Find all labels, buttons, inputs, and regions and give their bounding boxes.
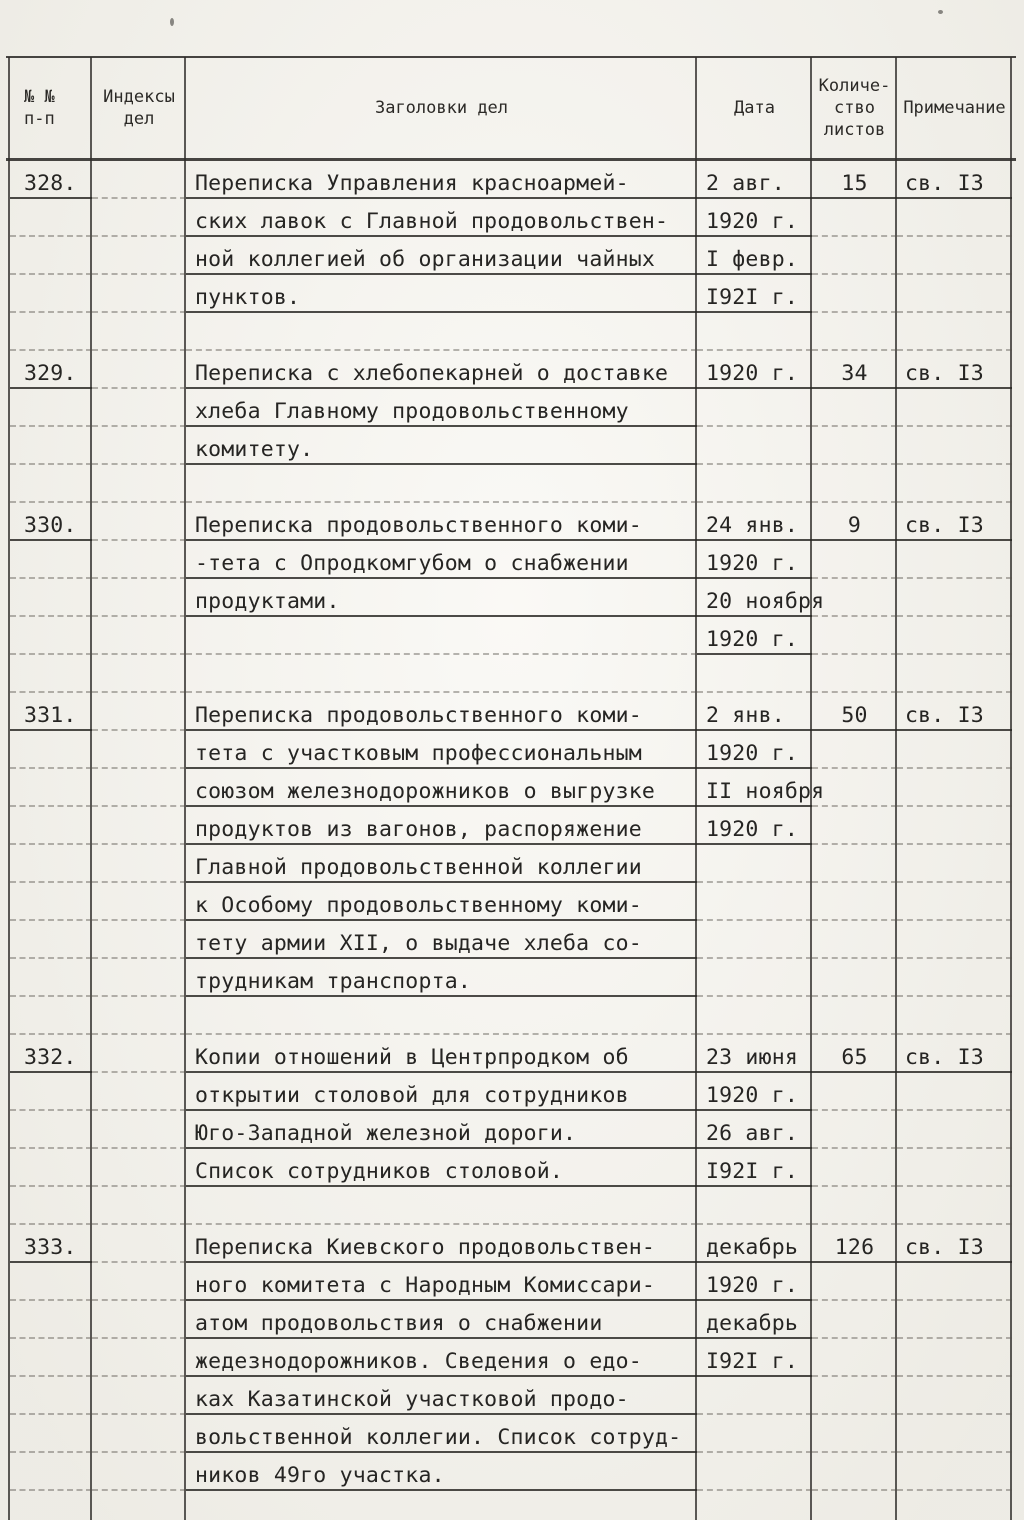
cell-entry-number: 332. [10,1035,92,1073]
cell-sheet-count: 9 [812,503,897,541]
cell-entry-number [10,845,92,883]
cell-sheet-count [812,1339,897,1377]
cell-title: вольственной коллегии. Список сотруд- [186,1415,697,1453]
cell-note: св. I3 [897,693,1012,731]
cell-date [697,1415,812,1453]
cell-sheet-count [812,1187,897,1225]
table-row [10,465,1012,503]
cell-sheet-count [812,1301,897,1339]
table-row [10,351,1012,389]
cell-title: хлеба Главному продовольственному [186,389,697,427]
cell-note [897,1187,1012,1225]
cell-entry-number [10,997,92,1035]
cell-date: I92I г. [697,275,812,313]
cell-note [897,769,1012,807]
table-row [10,1187,1012,1225]
cell-index [92,465,186,503]
cell-entry-number [10,427,92,465]
cell-date [697,921,812,959]
header-index-line1: Индексы [103,86,175,107]
cell-note [897,465,1012,503]
header-entry-number [10,58,92,158]
cell-entry-number [10,883,92,921]
cell-title: Юго-Западной железной дороги. [186,1111,697,1149]
header-date [697,58,812,158]
table-row [10,731,1012,769]
cell-note [897,275,1012,313]
header-index-line2: дел [123,109,155,129]
cell-note [897,427,1012,465]
cell-entry-number [10,1187,92,1225]
cell-sheet-count [812,579,897,617]
cell-sheet-count [812,389,897,427]
header-sheet-count [812,58,897,158]
table-row [10,427,1012,465]
table-row [10,921,1012,959]
table-row [10,769,1012,807]
header-title-label: Заголовки дел [374,97,509,118]
cell-date: I92I г. [697,1339,812,1377]
cell-title [186,313,697,351]
cell-sheet-count [812,199,897,237]
cell-sheet-count [812,1453,897,1491]
cell-entry-number: 331. [10,693,92,731]
cell-date [697,1187,812,1225]
cell-title [186,465,697,503]
cell-note [897,1301,1012,1339]
cell-date: 1920 г. [697,199,812,237]
scan-speck [170,18,174,26]
cell-title: жедезнодорожников. Сведения о едо- [186,1339,697,1377]
cell-title [186,655,697,693]
cell-sheet-count [812,731,897,769]
cell-date [697,389,812,427]
cell-note [897,1073,1012,1111]
cell-note [897,1111,1012,1149]
cell-title: ских лавок с Главной продовольствен- [186,199,697,237]
cell-entry-number [10,199,92,237]
cell-note: св. I3 [897,503,1012,541]
cell-note [897,845,1012,883]
table-row [10,1339,1012,1377]
cell-sheet-count [812,769,897,807]
cell-entry-number [10,655,92,693]
cell-entry-number: 330. [10,503,92,541]
table-row [10,1415,1012,1453]
table-body [10,161,1012,1491]
cell-note [897,997,1012,1035]
cell-sheet-count [812,921,897,959]
cell-note [897,959,1012,997]
cell-entry-number [10,541,92,579]
table-row [10,1073,1012,1111]
cell-index [92,1187,186,1225]
cell-note [897,617,1012,655]
cell-note [897,921,1012,959]
cell-title: продуктов из вагонов, распоряжение [186,807,697,845]
cell-title: ках Казатинской участковой продо- [186,1377,697,1415]
header-note-label: Примечание [903,97,1006,118]
cell-sheet-count [812,655,897,693]
cell-date: декабрь [697,1301,812,1339]
cell-title: трудникам транспорта. [186,959,697,997]
cell-title: союзом железнодорожников о выгрузке [186,769,697,807]
table-row [10,1301,1012,1339]
table-row [10,237,1012,275]
cell-title: Главной продовольственной коллегии [186,845,697,883]
cell-title: Переписка Управления красноармей- [186,161,697,199]
cell-date [697,313,812,351]
table-row [10,1263,1012,1301]
header-date-label: Дата [734,97,775,118]
cell-date: 1920 г. [697,1263,812,1301]
cell-date [697,427,812,465]
table-row [10,959,1012,997]
table-row [10,161,1012,199]
cell-sheet-count [812,465,897,503]
cell-date: 1920 г. [697,731,812,769]
cell-entry-number [10,731,92,769]
cell-index [92,769,186,807]
cell-sheet-count: 15 [812,161,897,199]
cell-sheet-count [812,807,897,845]
cell-title: комитету. [186,427,697,465]
cell-index [92,731,186,769]
cell-note [897,655,1012,693]
cell-title: Переписка продовольственного коми- [186,693,697,731]
cell-date: 1920 г. [697,807,812,845]
cell-index [92,845,186,883]
cell-index [92,959,186,997]
cell-index [92,1301,186,1339]
cell-entry-number [10,959,92,997]
cell-sheet-count [812,997,897,1035]
cell-title: тету армии XII, о выдаче хлеба со- [186,921,697,959]
cell-sheet-count [812,1377,897,1415]
table-row [10,1377,1012,1415]
cell-entry-number: 328. [10,161,92,199]
cell-entry-number [10,921,92,959]
cell-sheet-count [812,275,897,313]
cell-note [897,313,1012,351]
cell-note [897,1453,1012,1491]
cell-note [897,1415,1012,1453]
cell-title: Переписка с хлебопекарней о доставке [186,351,697,389]
cell-title: открытии столовой для сотрудников [186,1073,697,1111]
table-row [10,693,1012,731]
header-entry-number-line2: п-п [24,109,55,129]
cell-note [897,731,1012,769]
cell-date [697,883,812,921]
cell-note [897,389,1012,427]
cell-sheet-count [812,541,897,579]
cell-title: Копии отношений в Центрпродком об [186,1035,697,1073]
cell-entry-number [10,1377,92,1415]
cell-title [186,617,697,655]
cell-index [92,1415,186,1453]
cell-sheet-count [812,883,897,921]
cell-sheet-count [812,427,897,465]
cell-entry-number [10,1301,92,1339]
table-row [10,541,1012,579]
cell-date: 1920 г. [697,541,812,579]
cell-index [92,1377,186,1415]
cell-title: Список сотрудников столовой. [186,1149,697,1187]
cell-sheet-count [812,617,897,655]
cell-index [92,579,186,617]
cell-sheet-count [812,1149,897,1187]
table-row [10,845,1012,883]
cell-index [92,921,186,959]
cell-title: пунктов. [186,275,697,313]
header-title [186,58,697,158]
cell-index [92,693,186,731]
cell-entry-number [10,1073,92,1111]
cell-date [697,1453,812,1491]
scan-speck [938,10,943,14]
cell-date [697,959,812,997]
cell-index [92,1111,186,1149]
cell-entry-number [10,579,92,617]
table-header [10,58,1012,158]
cell-note [897,807,1012,845]
cell-title [186,1187,697,1225]
cell-sheet-count [812,1263,897,1301]
cell-date: II ноября [697,769,812,807]
table-row [10,1453,1012,1491]
cell-date: 2 авг. [697,161,812,199]
cell-index [92,427,186,465]
cell-note [897,883,1012,921]
cell-date: 26 авг. [697,1111,812,1149]
cell-entry-number [10,389,92,427]
cell-note [897,1263,1012,1301]
header-note [897,58,1012,158]
cell-date: I92I г. [697,1149,812,1187]
table-row [10,1149,1012,1187]
table-row [10,275,1012,313]
cell-entry-number [10,465,92,503]
cell-date: 1920 г. [697,1073,812,1111]
cell-index [92,997,186,1035]
cell-entry-number [10,313,92,351]
cell-entry-number [10,769,92,807]
cell-entry-number [10,1339,92,1377]
cell-entry-number [10,1111,92,1149]
cell-date: 2 янв. [697,693,812,731]
table-row [10,503,1012,541]
table-row [10,1035,1012,1073]
cell-date [697,465,812,503]
cell-date: 1920 г. [697,617,812,655]
cell-date: I февр. [697,237,812,275]
table-row [10,313,1012,351]
cell-sheet-count: 65 [812,1035,897,1073]
table-row [10,883,1012,921]
table-row [10,579,1012,617]
cell-date: 20 ноября [697,579,812,617]
cell-index [92,1035,186,1073]
table-row [10,1225,1012,1263]
cell-title: ников 49го участка. [186,1453,697,1491]
cell-index [92,1149,186,1187]
cell-title: -тета с Опродкомгубом о снабжении [186,541,697,579]
cell-index [92,807,186,845]
cell-index [92,541,186,579]
cell-index [92,1453,186,1491]
cell-title: ной коллегией об организации чайных [186,237,697,275]
cell-note: св. I3 [897,161,1012,199]
table-row [10,655,1012,693]
cell-note [897,237,1012,275]
cell-title: Переписка продовольственного коми- [186,503,697,541]
table-row [10,199,1012,237]
cell-sheet-count [812,313,897,351]
header-index [92,58,186,158]
cell-sheet-count [812,1415,897,1453]
cell-title: к Особому продовольственному коми- [186,883,697,921]
cell-index [92,1225,186,1263]
cell-index [92,617,186,655]
cell-date: 1920 г. [697,351,812,389]
header-sheet-count-line2: ство [834,97,875,118]
table-row [10,1111,1012,1149]
cell-date: 23 июня [697,1035,812,1073]
cell-entry-number: 333. [10,1225,92,1263]
cell-date [697,1377,812,1415]
cell-index [92,1073,186,1111]
cell-date [697,845,812,883]
cell-note: св. I3 [897,1035,1012,1073]
cell-index [92,199,186,237]
cell-title [186,997,697,1035]
cell-index [92,313,186,351]
cell-index [92,503,186,541]
cell-note [897,1377,1012,1415]
cell-index [92,1263,186,1301]
cell-note [897,579,1012,617]
cell-note: св. I3 [897,351,1012,389]
cell-entry-number [10,1415,92,1453]
cell-index [92,351,186,389]
cell-entry-number [10,275,92,313]
cell-index [92,883,186,921]
cell-date [697,655,812,693]
table-row [10,617,1012,655]
table-row [10,807,1012,845]
cell-sheet-count: 34 [812,351,897,389]
cell-entry-number [10,807,92,845]
header-sheet-count-line1: Количе- [818,75,891,96]
cell-title: продуктами. [186,579,697,617]
cell-entry-number: 329. [10,351,92,389]
cell-title: Переписка Киевского продовольствен- [186,1225,697,1263]
table-row [10,997,1012,1035]
cell-index [92,1339,186,1377]
cell-date: 24 янв. [697,503,812,541]
cell-title: тета с участковым профессиональным [186,731,697,769]
cell-title: ного комитета с Народным Комиссари- [186,1263,697,1301]
cell-sheet-count: 50 [812,693,897,731]
header-sheet-count-line3: листов [823,120,886,141]
cell-sheet-count: 126 [812,1225,897,1263]
cell-note: св. I3 [897,1225,1012,1263]
cell-sheet-count [812,1073,897,1111]
cell-date [697,997,812,1035]
cell-entry-number [10,1453,92,1491]
cell-note [897,1339,1012,1377]
cell-date: декабрь [697,1225,812,1263]
cell-note [897,541,1012,579]
cell-index [92,275,186,313]
cell-sheet-count [812,237,897,275]
cell-index [92,161,186,199]
table-row [10,389,1012,427]
cell-index [92,237,186,275]
cell-sheet-count [812,845,897,883]
cell-note [897,199,1012,237]
cell-entry-number [10,1149,92,1187]
cell-title: атом продовольствия о снабжении [186,1301,697,1339]
header-entry-number-line1: № № [24,86,55,107]
cell-entry-number [10,1263,92,1301]
cell-index [92,389,186,427]
cell-entry-number [10,237,92,275]
cell-index [92,655,186,693]
cell-sheet-count [812,1111,897,1149]
cell-sheet-count [812,959,897,997]
cell-note [897,1149,1012,1187]
cell-entry-number [10,617,92,655]
